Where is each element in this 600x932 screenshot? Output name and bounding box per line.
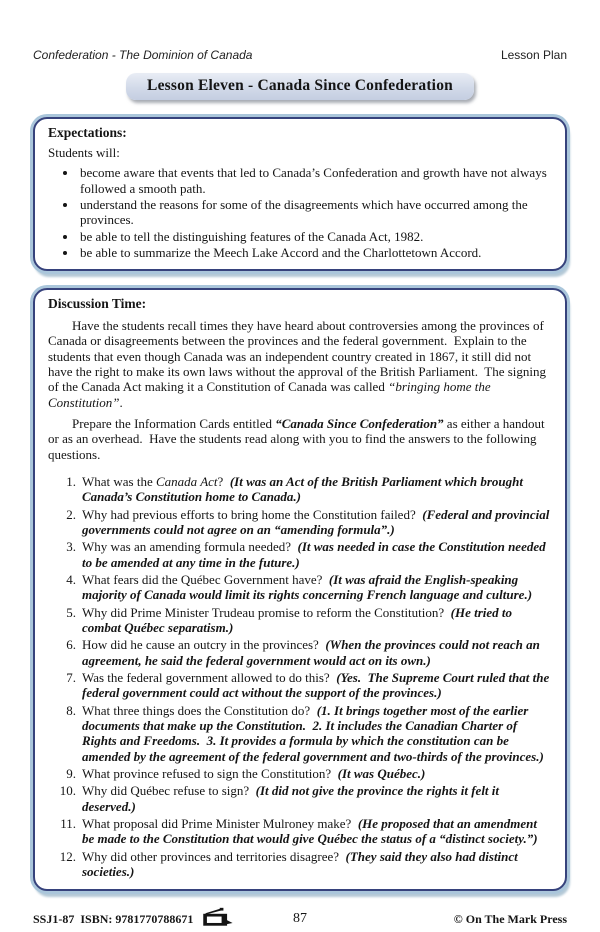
isbn-label: SSJ1-87 ISBN: 9781770788671 — [33, 911, 194, 926]
answer-text: (It was needed in case the Constitution needed to be amended at any time in the future.) — [82, 539, 549, 570]
answer-text: (He proposed that an amendment be made to the Constitution that would give Québec the status of a “distinct society.”) — [82, 815, 541, 847]
paragraph-text: Have the students recall times they have heard about controversies among the provinces of Canada or disagreements between the provinces and the federal government. Explain to the students that even though Canada was an independent country created in 1867, it still did not have the right to make its own laws without the approval of the British Parliament. The signing of the Canada Act making it a Constitution of Canada was called — [48, 318, 550, 395]
page-header — [33, 48, 567, 62]
question-text: Why was an amending formula needed? — [82, 539, 292, 555]
expectation-item: • understand the reasons for some of the disagreements which have occurred among the provinces. — [78, 197, 552, 228]
discussion-heading: Discussion Time: — [48, 296, 147, 312]
expectation-item: • be able to summarize the Meech Lake Accord and the Charlottetown Accord. — [78, 245, 552, 260]
answer-text: (It was Québec.) — [337, 766, 426, 781]
page-number: 87 — [293, 911, 307, 927]
question-text: Was the federal government allowed to do this? — [82, 670, 330, 686]
discussion-time-box — [33, 288, 567, 891]
book-title: Confederation - The Dominion of Canada — [33, 48, 253, 62]
question-text: What three things does the Constitution do? — [82, 702, 311, 718]
question-text: What fears did the Québec Government have? — [82, 572, 323, 588]
question-item — [56, 539, 552, 570]
question-number: 7. — [66, 670, 76, 686]
page-footer — [0, 906, 600, 932]
question-item — [56, 783, 552, 814]
discussion-paragraph-2 — [48, 416, 552, 462]
question-item — [56, 572, 552, 603]
expectation-item: • be able to tell the distinguishing features of the Canada Act, 1982. — [78, 229, 552, 244]
copyright-label: © On The Mark Press — [453, 911, 567, 926]
answer-text: (He tried to combat Québec separatism.) — [82, 604, 516, 636]
answer-text: (It was afraid the English-speaking majority of Canada would limit its rights concerning French language and culture.) — [82, 572, 533, 603]
page-type-label: Lesson Plan — [500, 48, 567, 62]
question-text: How did he cause an outcry in the provinces? — [82, 637, 319, 653]
question-number: 2. — [66, 506, 76, 522]
question-text: What province refused to sign the Constitution? — [82, 766, 332, 781]
question-number: 11. — [60, 815, 76, 831]
question-list — [48, 474, 552, 879]
expectations-box — [33, 117, 567, 271]
expectations-list — [48, 165, 552, 260]
question-item — [56, 703, 552, 764]
question-item — [56, 507, 552, 538]
question-number: 9. — [66, 766, 76, 781]
discussion-paragraph-1 — [48, 318, 552, 410]
italic-phrase: “bringing home the Constitution” — [48, 379, 494, 410]
expectations-intro: Students will: — [48, 144, 120, 160]
question-item — [56, 766, 552, 781]
question-number: 10. — [59, 783, 76, 799]
expectation-item: • become aware that events that led to Canada’s Confederation and growth have not always followed a smooth path. — [78, 165, 552, 196]
question-number: 6. — [66, 637, 76, 653]
expectations-heading: Expectations: — [48, 125, 127, 140]
question-number: 12. — [59, 848, 76, 864]
answer-text: (They said they also had distinct societies.) — [82, 848, 522, 879]
lesson-title-banner: Lesson Eleven - Canada Since Confederation — [126, 73, 474, 100]
answer-text: (It was an Act of the British Parliament which brought Canada’s Constitution home to Canada.) — [82, 474, 527, 505]
question-number: 5. — [66, 604, 76, 620]
answer-text: (When the provinces could not reach an agreement, he said the federal government would act on its own.) — [82, 637, 544, 668]
question-number: 1. — [66, 474, 76, 490]
question-number: 8. — [66, 702, 76, 718]
question-item — [56, 816, 552, 847]
question-text: Why did Québec refuse to sign? — [82, 783, 250, 799]
italic-term: Canada Act — [156, 474, 218, 490]
card-title-phrase: “Canada Since Confederation” — [275, 416, 444, 432]
question-text: Why did Prime Minister Trudeau promise to reform the Constitution? — [82, 604, 445, 620]
answer-text: (It did not give the province the rights it felt it deserved.) — [82, 783, 503, 814]
question-text: Why did other provinces and territories disagree? — [82, 848, 340, 864]
question-text: What was the Canada Act? — [82, 474, 224, 490]
question-item — [56, 849, 552, 880]
paragraph-text: Prepare the Information Cards entitled — [72, 416, 276, 432]
question-text: What proposal did Prime Minister Mulroney make? — [82, 815, 352, 831]
paragraph-text: as either a handout or as an overhead. Have the students read along with you to find the answers to the following questions. — [48, 416, 548, 462]
paragraph-text: . — [119, 394, 123, 410]
question-item — [56, 605, 552, 636]
question-item — [56, 474, 552, 505]
answer-text: (Federal and provincial governments could not agree on an “amending formula”.) — [82, 506, 553, 538]
question-item — [56, 670, 552, 701]
answer-text: (Yes. The Supreme Court ruled that the federal government could act without the support of the provinces.) — [82, 670, 553, 701]
lesson-banner-container — [33, 73, 567, 100]
answer-text: (1. It brings together most of the earlier documents that make up the Constitution. 2. It includes the Canadian Charter of Rights and Freedoms. 3. It provides a formula by which the constitution can be amended by the agreement of the federal government and two-thirds of the provinces.) — [82, 702, 544, 764]
question-number: 3. — [66, 539, 76, 555]
question-item — [56, 637, 552, 668]
question-number: 4. — [66, 572, 76, 588]
question-text: Why had previous efforts to bring home the Constitution failed? — [82, 506, 416, 522]
